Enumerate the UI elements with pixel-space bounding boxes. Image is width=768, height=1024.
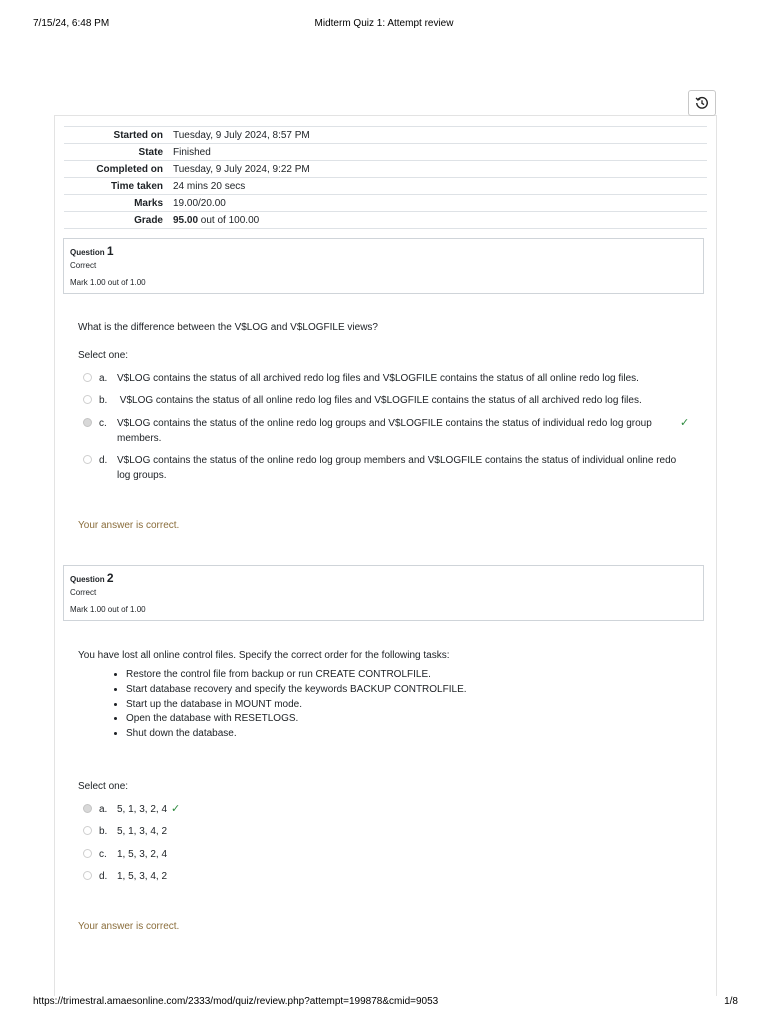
summary-label: State (64, 144, 173, 161)
question-number (70, 244, 697, 258)
task-item: • Restore the control file from backup or run CREATE CONTROLFILE. (126, 668, 467, 683)
question-prefix: Question (70, 575, 105, 584)
radio-button[interactable] (83, 826, 92, 835)
summary-row (64, 212, 707, 229)
summary-row (64, 178, 707, 195)
summary-label: Time taken (64, 178, 173, 195)
print-page-number: 1/8 (724, 996, 738, 1007)
option-text-content: 5, 1, 3, 2, 4 (117, 804, 168, 815)
summary-value (173, 212, 707, 229)
option-letter: d. (99, 455, 108, 466)
option-text: V$LOG contains the status of all archived redo log files and V$LOGFILE contains the status of all online redo log files. (117, 373, 639, 384)
summary-row (64, 144, 707, 161)
option-text: 1, 5, 3, 4, 2 (117, 871, 168, 882)
option-letter: a. (99, 373, 108, 384)
summary-row (64, 127, 707, 144)
option-letter: c. (99, 849, 107, 860)
option-letter: b. (99, 826, 108, 837)
option-letter: c. (99, 418, 107, 429)
question-1-select-label: Select one: (78, 350, 129, 361)
summary-value: Tuesday, 9 July 2024, 8:57 PM (173, 127, 707, 144)
summary-label: Marks (64, 195, 173, 212)
option-text-content: V$LOG contains the status of the online redo log groups and V$LOGFILE contains the status of individual redo log group members. (117, 418, 652, 444)
question-state: Correct (70, 588, 97, 597)
summary-value: 24 mins 20 secs (173, 178, 707, 195)
question-number (70, 571, 697, 585)
summary-value: Tuesday, 9 July 2024, 9:22 PM (173, 161, 707, 178)
correct-check-icon: ✓ (680, 417, 690, 429)
print-url: https://trimestral.amaesonline.com/2333/mod/quiz/review.php?attempt=199878&cmid=9053 (33, 996, 439, 1007)
radio-button-selected[interactable] (83, 418, 92, 427)
question-number-value: 1 (106, 244, 114, 258)
summary-value: Finished (173, 144, 707, 161)
task-item: • Shut down the database. (126, 727, 467, 742)
task-item: • Start up the database in MOUNT mode. (126, 698, 467, 713)
question-2-text: You have lost all online control files. Specify the correct order for the following tasks: (78, 650, 450, 661)
summary-row (64, 195, 707, 212)
question-2-info (63, 565, 704, 621)
option-text: V$LOG contains the status of the online redo log group members and V$LOGFILE contains the status of individual online redo log groups. (117, 455, 677, 481)
radio-button[interactable] (83, 395, 92, 404)
summary-row (64, 161, 707, 178)
task-item: • Open the database with RESETLOGS. (126, 712, 467, 727)
radio-button[interactable] (83, 373, 92, 382)
question-2-task-list (112, 668, 467, 742)
option-text (117, 416, 677, 446)
task-item: • Start database recovery and specify the keywords BACKUP CONTROLFILE. (126, 683, 467, 698)
attempt-summary-table (64, 126, 707, 229)
summary-label: Started on (64, 127, 173, 144)
summary-value: 19.00/20.00 (173, 195, 707, 212)
radio-button[interactable] (83, 871, 92, 880)
radio-button[interactable] (83, 849, 92, 858)
option-text: V$LOG contains the status of all online redo log files and V$LOGFILE contains the status of all archived redo log files. (117, 395, 642, 406)
summary-label: Completed on (64, 161, 173, 178)
question-state: Correct (70, 261, 97, 270)
question-2-select-label: Select one: (78, 781, 129, 792)
radio-button-selected[interactable] (83, 804, 92, 813)
print-date: 7/15/24, 6:48 PM (33, 18, 110, 29)
summary-label: Grade (64, 212, 173, 229)
option-letter: d. (99, 871, 108, 882)
question-number-value: 2 (106, 571, 114, 585)
question-prefix: Question (70, 248, 105, 257)
history-icon (695, 96, 709, 110)
option-text (117, 802, 677, 817)
question-mark: Mark 1.00 out of 1.00 (70, 605, 146, 614)
print-title: Midterm Quiz 1: Attempt review (314, 18, 454, 29)
option-letter: a. (99, 804, 108, 815)
question-1-info (63, 238, 704, 294)
correct-check-icon: ✓ (171, 803, 181, 815)
grade-out-of: out of 100.00 (198, 214, 260, 226)
grade-value: 95.00 (173, 214, 199, 226)
question-1-text: What is the difference between the V$LOG and V$LOGFILE views? (78, 322, 378, 333)
radio-button[interactable] (83, 455, 92, 464)
question-mark: Mark 1.00 out of 1.00 (70, 278, 146, 287)
option-letter: b. (99, 395, 108, 406)
option-text: 1, 5, 3, 2, 4 (117, 849, 168, 860)
option-text: 5, 1, 3, 4, 2 (117, 826, 168, 837)
question-2-feedback: Your answer is correct. (78, 921, 180, 932)
history-button[interactable] (688, 90, 716, 116)
question-1-feedback: Your answer is correct. (78, 520, 180, 531)
